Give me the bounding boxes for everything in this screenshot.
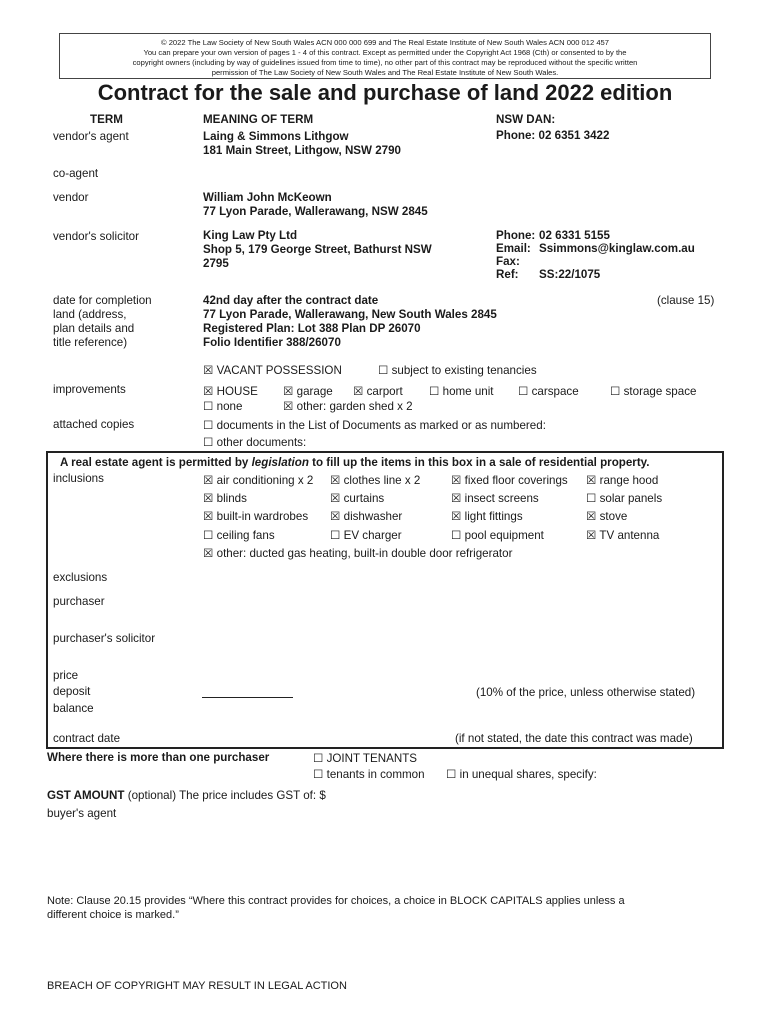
page-title: Contract for the sale and purchase of land 2022 edition xyxy=(97,80,673,105)
checkbox-ev-charger[interactable]: ☐ EV charger xyxy=(330,529,402,542)
vendor-address: 77 Lyon Parade, Wallerawang, NSW 2845 xyxy=(203,205,428,218)
copyright-notice xyxy=(59,33,711,79)
checkbox-blinds[interactable]: ☒ blinds xyxy=(203,492,247,505)
solicitor-email-label: Email: xyxy=(496,242,531,255)
label-buyers-agent: buyer's agent xyxy=(47,807,117,820)
label-land: title reference) xyxy=(53,336,128,349)
label-contract-date: contract date xyxy=(53,732,121,745)
copyright-line: copyright owners (including by way of guidelines issued from time to time), no other part of this contract may be reproduced without the specific written xyxy=(132,58,638,67)
land-folio: Folio Identifier 388/26070 xyxy=(203,336,341,349)
header-meaning: MEANING OF TERM xyxy=(203,113,314,126)
checkbox-light-fittings[interactable]: ☒ light fittings xyxy=(451,510,523,523)
checkbox-ceiling-fans[interactable]: ☐ ceiling fans xyxy=(203,529,275,542)
header-nsw-dan: NSW DAN: xyxy=(496,113,556,126)
checkbox-tenants-in-common[interactable]: ☐ tenants in common xyxy=(313,768,425,781)
note-line: Note: Clause 20.15 provides “Where this contract provides for choices, a choice in BLOCK CAPITALS applies unless a xyxy=(47,895,625,907)
checkbox-air-conditioning[interactable]: ☒ air conditioning x 2 xyxy=(203,474,314,487)
contract-date-note: (if not stated, the date this contract was made) xyxy=(455,732,693,745)
label-more-than-one-purchaser: Where there is more than one purchaser xyxy=(47,751,270,764)
checkbox-house[interactable]: ☒ HOUSE xyxy=(203,385,258,398)
solicitor-phone-label: Phone: xyxy=(496,229,536,242)
label-attached-copies: attached copies xyxy=(53,418,135,431)
checkbox-home-unit[interactable]: ☐ home unit xyxy=(429,385,494,398)
checkbox-range-hood[interactable]: ☒ range hood xyxy=(586,474,659,487)
label-vendors-agent: vendor's agent xyxy=(53,130,129,143)
checkbox-fixed-floor-coverings[interactable]: ☒ fixed floor coverings xyxy=(451,474,568,487)
label-land: plan details and xyxy=(53,322,135,335)
checkbox-unequal-shares[interactable]: ☐ in unequal shares, specify: xyxy=(446,768,597,781)
label-date-for-completion: date for completion xyxy=(53,294,152,307)
label-exclusions: exclusions xyxy=(53,571,108,584)
completion-value: 42nd day after the contract date xyxy=(203,294,379,307)
checkbox-dishwasher[interactable]: ☒ dishwasher xyxy=(330,510,403,523)
label-land: land (address, xyxy=(53,308,127,321)
label-vendors-solicitor: vendor's solicitor xyxy=(53,230,139,243)
label-inclusions: inclusions xyxy=(53,472,104,485)
label-purchasers-solicitor: purchaser's solicitor xyxy=(53,632,156,645)
checkbox-carspace[interactable]: ☐ carspace xyxy=(518,385,579,398)
checkbox-stove[interactable]: ☒ stove xyxy=(586,510,628,523)
checkbox-other-inclusions[interactable]: ☒ other: ducted gas heating, built-in double door refrigerator xyxy=(203,547,513,560)
completion-clause: (clause 15) xyxy=(657,294,715,307)
checkbox-curtains[interactable]: ☒ curtains xyxy=(330,492,385,505)
checkbox-built-in-wardrobes[interactable]: ☒ built-in wardrobes xyxy=(203,510,309,523)
checkbox-carport[interactable]: ☒ carport xyxy=(353,385,403,398)
vendors-agent-phone: Phone: 02 6351 3422 xyxy=(496,129,610,142)
vendor-name: William John McKeown xyxy=(203,191,332,204)
footer-copyright-warning: BREACH OF COPYRIGHT MAY RESULT IN LEGAL ACTION xyxy=(47,980,347,992)
label-price: price xyxy=(53,669,79,682)
label-purchaser: purchaser xyxy=(53,595,105,608)
checkbox-none[interactable]: ☐ none xyxy=(203,400,243,413)
deposit-input-line[interactable] xyxy=(202,697,293,698)
solicitor-phone: 02 6331 5155 xyxy=(539,229,610,242)
note-line: different choice is marked.” xyxy=(47,909,179,921)
copyright-line: permission of The Law Society of New South Wales and The Real Estate Institute of New South Wales. xyxy=(211,68,559,77)
vendors-agent-address: 181 Main Street, Lithgow, NSW 2790 xyxy=(203,144,401,157)
gst-line: GST AMOUNT (optional) The price includes GST of: $ xyxy=(47,789,326,802)
agent-box-heading: A real estate agent is permitted by legislation to fill up the items in this box in a sale of residential property. xyxy=(60,456,650,469)
header-term: TERM xyxy=(90,113,123,126)
solicitor-name: King Law Pty Ltd xyxy=(203,229,298,242)
solicitor-email: Ssimmons@kinglaw.com.au xyxy=(539,242,695,255)
label-improvements: improvements xyxy=(53,383,126,396)
checkbox-pool-equipment[interactable]: ☐ pool equipment xyxy=(451,529,544,542)
checkbox-tv-antenna[interactable]: ☒ TV antenna xyxy=(586,529,660,542)
label-deposit: deposit xyxy=(53,685,91,698)
checkbox-documents-list[interactable]: ☐ documents in the List of Documents as marked or as numbered: xyxy=(203,419,546,432)
checkbox-garage[interactable]: ☒ garage xyxy=(283,385,333,398)
solicitor-postcode: 2795 xyxy=(203,257,229,270)
checkbox-other-documents[interactable]: ☐ other documents: xyxy=(203,436,307,449)
checkbox-existing-tenancies[interactable]: ☐ subject to existing tenancies xyxy=(378,364,537,377)
label-balance: balance xyxy=(53,702,94,715)
label-co-agent: co-agent xyxy=(53,167,99,180)
copyright-line: © 2022 The Law Society of New South Wales ACN 000 000 699 and The Real Estate Institute of New South Wales ACN 000 012 457 xyxy=(161,38,609,47)
copyright-line: You can prepare your own version of pages 1 - 4 of this contract. Except as permitted under the Copyright Act 1968 (Cth) or consented to by the xyxy=(143,48,627,57)
solicitor-ref-label: Ref: xyxy=(496,268,519,281)
checkbox-vacant-possession[interactable]: ☒ VACANT POSSESSION xyxy=(203,364,342,377)
solicitor-address: Shop 5, 179 George Street, Bathurst NSW xyxy=(203,243,432,256)
solicitor-fax-label: Fax: xyxy=(496,255,520,268)
checkbox-insect-screens[interactable]: ☒ insect screens xyxy=(451,492,539,505)
checkbox-storage-space[interactable]: ☐ storage space xyxy=(610,385,697,398)
label-vendor: vendor xyxy=(53,191,89,204)
land-address: 77 Lyon Parade, Wallerawang, New South Wales 2845 xyxy=(203,308,497,321)
checkbox-other-improvement[interactable]: ☒ other: garden shed x 2 xyxy=(283,400,413,413)
deposit-note: (10% of the price, unless otherwise stated) xyxy=(476,686,696,699)
checkbox-clothes-line[interactable]: ☒ clothes line x 2 xyxy=(330,474,421,487)
solicitor-ref: SS:22/1075 xyxy=(539,268,601,281)
land-plan: Registered Plan: Lot 388 Plan DP 26070 xyxy=(203,322,421,335)
checkbox-solar-panels[interactable]: ☐ solar panels xyxy=(586,492,663,505)
checkbox-joint-tenants[interactable]: ☐ JOINT TENANTS xyxy=(313,752,418,765)
vendors-agent-name: Laing & Simmons Lithgow xyxy=(203,130,349,143)
